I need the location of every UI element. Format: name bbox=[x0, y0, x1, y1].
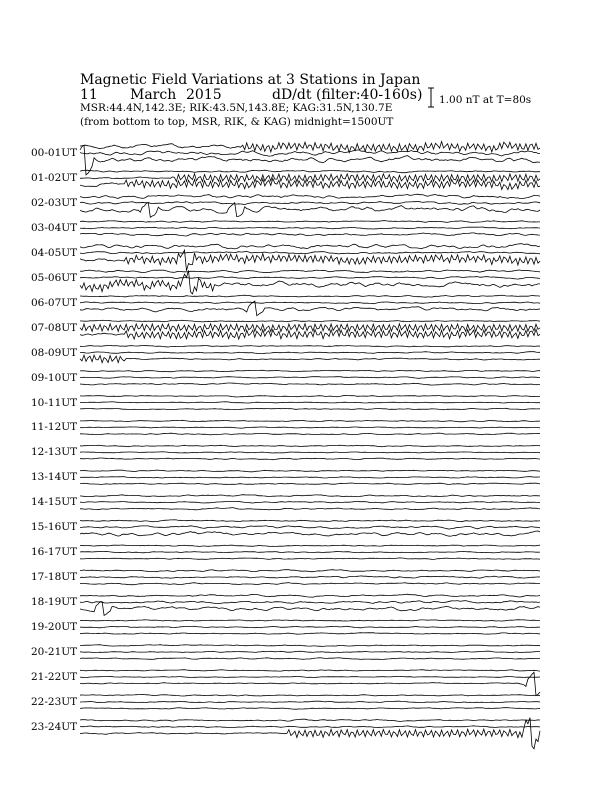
trace-kag bbox=[80, 370, 540, 371]
trace-msr bbox=[80, 531, 540, 536]
trace-rik bbox=[80, 701, 540, 703]
date-day: 11 bbox=[80, 87, 98, 103]
trace-msr bbox=[80, 658, 540, 660]
hour-label: 19-20UT bbox=[31, 621, 78, 634]
hour-label: 10-11UT bbox=[31, 396, 78, 409]
trace-kag bbox=[80, 445, 540, 446]
trace-rik bbox=[80, 150, 540, 156]
hour-label: 15-16UT bbox=[31, 521, 78, 534]
trace-msr bbox=[80, 708, 540, 710]
trace-msr bbox=[80, 483, 540, 484]
scale-bar bbox=[428, 88, 434, 107]
trace-msr bbox=[80, 233, 540, 236]
trace-kag bbox=[80, 495, 540, 497]
trace-rik bbox=[80, 402, 540, 403]
trace-kag bbox=[80, 244, 540, 249]
hour-label: 14-15UT bbox=[31, 496, 78, 509]
trace-msr bbox=[80, 458, 540, 460]
trace-kag bbox=[80, 470, 540, 472]
hour-label: 11-12UT bbox=[31, 421, 78, 434]
trace-rik bbox=[80, 427, 540, 428]
hour-label: 18-19UT bbox=[31, 596, 78, 609]
trace-msr bbox=[80, 383, 540, 385]
trace-msr bbox=[80, 408, 540, 409]
hour-label: 07-08UT bbox=[31, 321, 78, 334]
hour-label: 09-10UT bbox=[31, 371, 78, 384]
trace-rik bbox=[80, 277, 540, 280]
trace-msr bbox=[80, 583, 540, 585]
trace-msr bbox=[80, 203, 540, 218]
hour-label: 13-14UT bbox=[31, 471, 78, 484]
trace-msr bbox=[80, 602, 540, 616]
trace-rik bbox=[80, 377, 540, 379]
trace-msr bbox=[80, 558, 540, 560]
station-list: MSR:44.4N,142.3E; RIK:43.5N,143.8E; KAG:31.5N,130.7E bbox=[80, 102, 393, 114]
trace-rik bbox=[80, 601, 540, 604]
hour-label: 23-24UT bbox=[31, 720, 78, 733]
hour-label: 20-21UT bbox=[31, 646, 78, 658]
hour-label: 12-13UT bbox=[31, 446, 78, 459]
trace-msr bbox=[80, 672, 540, 695]
trace-kag bbox=[80, 194, 540, 198]
trace-rik bbox=[80, 202, 540, 205]
date-year: 2015 bbox=[186, 87, 222, 103]
trace-msr bbox=[80, 179, 540, 190]
trace-order-note: (from bottom to top, MSR, RIK, & KAG) midnight=1500UT bbox=[80, 116, 394, 128]
trace-kag bbox=[80, 170, 540, 173]
trace-kag bbox=[80, 645, 540, 647]
trace-msr bbox=[80, 633, 540, 635]
trace-rik bbox=[80, 626, 540, 628]
hour-label: 06-07UT bbox=[31, 296, 78, 309]
trace-kag bbox=[80, 719, 540, 721]
trace-kag bbox=[80, 270, 540, 273]
trace-rik bbox=[80, 576, 540, 578]
trace-rik bbox=[80, 452, 540, 453]
trace-kag bbox=[80, 295, 540, 297]
trace-rik bbox=[80, 227, 540, 229]
hour-label: 01-02UT bbox=[31, 171, 78, 184]
scale-label: 1.00 nT at T=80s bbox=[439, 94, 532, 106]
trace-msr bbox=[80, 329, 540, 339]
trace-msr bbox=[80, 718, 540, 749]
hour-label: 08-09UT bbox=[31, 346, 78, 359]
trace-group bbox=[80, 142, 540, 749]
trace-rik bbox=[80, 477, 540, 478]
trace-msr bbox=[80, 145, 540, 175]
hour-label: 00-01UT bbox=[31, 147, 78, 159]
hour-label: 03-04UT bbox=[31, 221, 78, 234]
hour-label: 21-22UT bbox=[31, 670, 78, 683]
trace-rik bbox=[80, 302, 540, 304]
trace-rik bbox=[80, 174, 540, 182]
trace-msr bbox=[80, 355, 540, 363]
trace-kag bbox=[80, 670, 540, 671]
trace-kag bbox=[80, 695, 540, 697]
trace-rik bbox=[80, 324, 540, 332]
trace-kag bbox=[80, 420, 540, 422]
trace-rik bbox=[80, 651, 540, 653]
chart-title: Magnetic Field Variations at 3 Stations in Japan bbox=[80, 72, 421, 88]
trace-msr bbox=[80, 508, 540, 510]
trace-rik bbox=[80, 526, 540, 529]
trace-kag bbox=[80, 221, 540, 223]
hour-label: 04-05UT bbox=[31, 246, 78, 259]
trace-rik bbox=[80, 501, 540, 503]
trace-rik bbox=[80, 352, 540, 354]
trace-kag bbox=[80, 620, 540, 621]
trace-kag bbox=[80, 570, 540, 572]
hour-label: 02-03UT bbox=[31, 196, 78, 209]
hour-label: 17-18UT bbox=[31, 571, 78, 584]
trace-msr bbox=[80, 270, 540, 294]
hour-label: 16-17UT bbox=[31, 546, 78, 559]
trace-rik bbox=[80, 551, 540, 553]
trace-rik bbox=[80, 676, 540, 677]
trace-rik bbox=[80, 726, 540, 728]
trace-rik bbox=[80, 252, 540, 254]
trace-msr bbox=[80, 433, 540, 435]
trace-kag bbox=[80, 395, 540, 397]
quantity-label: dD/dt (filter:40-160s) bbox=[272, 87, 423, 103]
trace-kag bbox=[80, 594, 540, 597]
trace-kag bbox=[80, 345, 540, 347]
trace-kag bbox=[80, 320, 540, 322]
trace-kag bbox=[80, 520, 540, 522]
date-month: March bbox=[130, 87, 177, 103]
hour-label: 22-23UT bbox=[31, 695, 78, 708]
trace-kag bbox=[80, 545, 540, 546]
hour-label: 05-06UT bbox=[31, 271, 78, 284]
